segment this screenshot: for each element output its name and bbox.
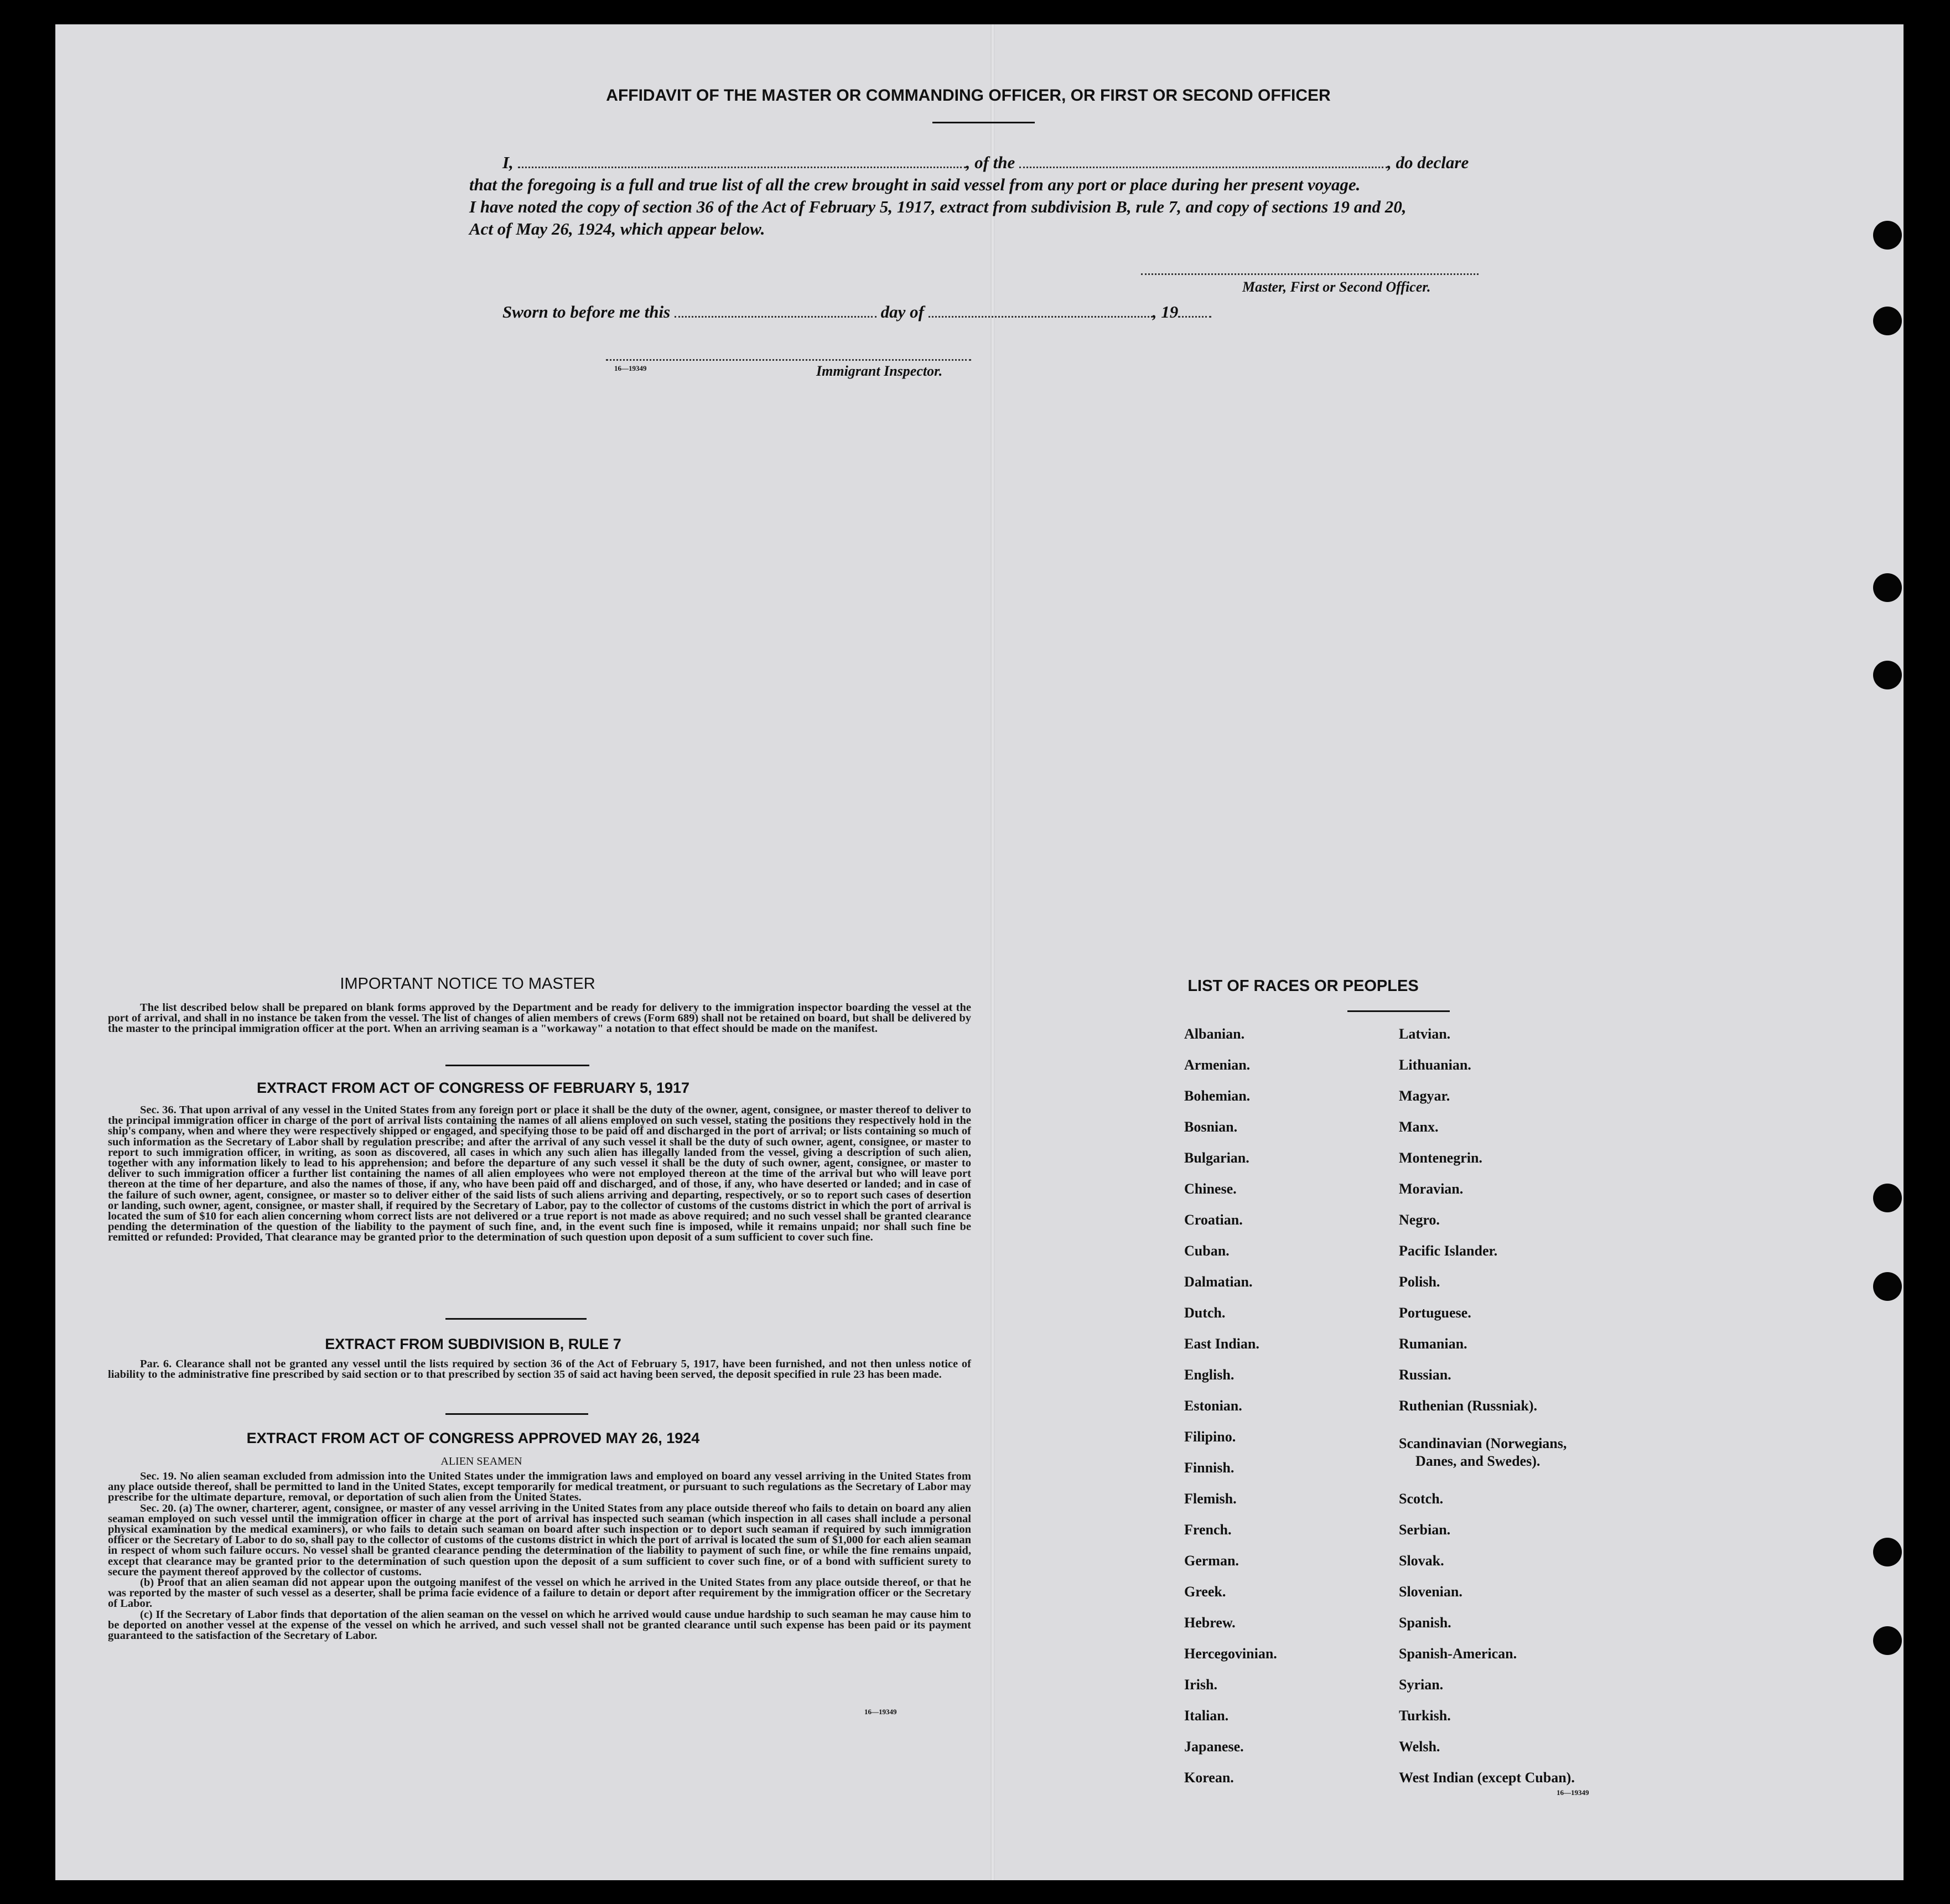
race-item: Serbian. (1399, 1522, 1451, 1538)
race-item: Turkish. (1399, 1708, 1451, 1724)
extract1917-title: EXTRACT FROM ACT OF CONGRESS OF FEBRUARY 5, 1917 (256, 1080, 690, 1096)
race-item: Bosnian. (1184, 1119, 1238, 1135)
race-item: Filipino. (1184, 1429, 1236, 1445)
sworn-year-blank[interactable] (1178, 315, 1211, 318)
extract1924-title: EXTRACT FROM ACT OF CONGRESS APPROVED MAY 26, 1924 (246, 1430, 700, 1446)
affidavit-of-the: , of the (966, 153, 1015, 172)
affidavit-line4: Act of May 26, 1924, which appear below. (469, 219, 765, 238)
extract1924-text (108, 1471, 971, 1641)
race-item: Italian. (1184, 1708, 1229, 1724)
race-item: East Indian. (1184, 1336, 1259, 1352)
affidavit-line1 (502, 153, 1554, 173)
extract1924-subtitle: ALIEN SEAMEN (440, 1455, 522, 1467)
race-item: Manx. (1399, 1119, 1439, 1135)
race-item: Slovenian. (1399, 1584, 1462, 1600)
vessel-blank[interactable] (1019, 165, 1387, 168)
notice-paragraph: The list described below shall be prepared on blank forms approved by the Department and be ready for delivery to the immigration inspector boarding the vessel at the port of arrival, and shall in no instance be taken from the vessel. The list of changes of alien members of crews (Form 689) shall not be retained on board, but shall be delivered by the master to the principal immigration officer at the port. When an arriving seaman is a "workaway" a notation to that effect should be made on the manifest. (108, 1002, 971, 1035)
affidavit-title: AFFIDAVIT OF THE MASTER OR COMMANDING OFFICER, OR FIRST OR SECOND OFFICER (606, 86, 1331, 105)
race-item: Spanish-American. (1399, 1646, 1517, 1662)
sec19-paragraph: Sec. 19. No alien seaman excluded from admission into the United States under the immigration laws and employed on board any vessel arriving in the United States from any place outside thereof, shall be permitted to land in the United States, except temporarily for medical treatment, or pursuant to such regulations as the Secretary of Labor may prescribe for the ultimate departure, removal, or deportation of such alien from the United States. (108, 1470, 971, 1504)
race-item: Estonian. (1184, 1398, 1242, 1414)
race-item: Magyar. (1399, 1088, 1450, 1104)
signature-blank[interactable] (1141, 273, 1479, 275)
inspector-label: Immigrant Inspector. (816, 363, 943, 379)
extract1917-paragraph: Sec. 36. That upon arrival of any vessel in the United States from any foreign port or place it shall be the duty of the owner, agent, consignee, or master thereof to deliver to the principal immigration officer in charge of the port of arrival lists containing the names of all aliens employed on such vessel, stating the positions they respectively hold in the ship's company, when and where they were respectively shipped or engaged, and specifying those to be paid off and discharged in the port of arrival; or lists containing so much of such information as the Secretary of Labor shall by regulation prescribe; and after the arrival of any such vessel it shall be the duty of such owner, agent, consignee, or master to report to such immigration officer, in writing, as soon as discovered, all cases in which any such alien has illegally landed from the vessel, giving a description of such alien, together with any information likely to lead to his apprehension; and before the departure of any such vessel it shall be the duty of such owner, agent, consignee, or master to deliver to such immigration officer a further list containing the names of all alien employees who were not employed thereon at the time of the arrival but who will leave port thereon at the time of her departure, and also the names of those, if any, who have been paid off and discharged, and of those, if any, who have deserted or landed; and in case of the failure of such owner, agent, consignee, or master so to deliver either of the said lists of such aliens arriving and departing, respectively, or so to report such cases of desertion or landing, such owner, agent, consignee, or master shall, if required by the Secretary of Labor, pay to the collector of customs of the customs district in which the port of arrival is located the sum of $10 for each alien concerning whom correct lists are not delivered or a true report is not made as above required; and no such vessel shall be granted clearance pending the determination of the question of the liability to the payment of such fine, and, in the event such fine is imposed, while it remains unpaid; nor shall such fine be remitted or refunded: Provided, That clearance may be granted prior to the determination of such question upon deposit of a sum sufficient to cover such fine. (108, 1104, 971, 1244)
race-item: Welsh. (1399, 1739, 1440, 1755)
race-item: Lithuanian. (1399, 1057, 1471, 1073)
punch-hole (1873, 221, 1902, 250)
sec20c-paragraph: (c) If the Secretary of Labor finds that deportation of the alien seaman on the vessel on which he arrived would cause undue hardship to such seaman he may cause him to be deported on another vessel at the expense of the vessel on which he arrived, and such vessel shall not be granted clearance until such expense has been paid or its payment guaranteed to the satisfaction of the Secretary of Labor. (108, 1608, 971, 1642)
sworn-label: Sworn to before me this (502, 302, 671, 321)
race-item: Hercegovinian. (1184, 1646, 1277, 1662)
sworn-day-blank[interactable] (675, 315, 877, 318)
punch-hole (1873, 1184, 1902, 1212)
race-item: Irish. (1184, 1677, 1217, 1693)
races-title: LIST OF RACES OR PEOPLES (1187, 977, 1419, 995)
race-item: Scotch. (1399, 1491, 1444, 1507)
punch-hole (1873, 307, 1902, 335)
race-item: Chinese. (1184, 1181, 1237, 1197)
inspector-blank[interactable] (606, 359, 971, 361)
punch-hole (1873, 661, 1902, 689)
form-number-right: 16—19349 (1557, 1788, 1589, 1797)
race-item: Polish. (1399, 1274, 1440, 1290)
race-item: German. (1184, 1553, 1239, 1569)
race-item: Cuban. (1184, 1243, 1230, 1259)
affidavit-i: I, (502, 153, 514, 172)
affidavit-title-rule (932, 122, 1035, 123)
race-item: Dalmatian. (1184, 1274, 1253, 1290)
race-item: West Indian (except Cuban). (1399, 1770, 1575, 1786)
subdivisionB-paragraph: Par. 6. Clearance shall not be granted any vessel until the lists required by section 36 of the Act of February 5, 1917, have been furnished, and not then unless notice of liability to the administrative fine prescribed by said section or to that prescribed by section 35 of said act having been served, the deposit specified in rule 23 has been made. (108, 1358, 971, 1381)
race-item: Japanese. (1184, 1739, 1244, 1755)
race-item: Korean. (1184, 1770, 1234, 1786)
extract1917-rule (445, 1318, 587, 1320)
race-item: Dutch. (1184, 1305, 1226, 1321)
race-item: Russian. (1399, 1367, 1451, 1383)
affidavit-line2: that the foregoing is a full and true list of all the crew brought in said vessel from any port or place during her present voyage. (469, 175, 1361, 194)
extract1917-text (108, 1105, 971, 1243)
affidavit-do-declare: , do declare (1387, 153, 1469, 172)
year-label: , 19 (1152, 302, 1179, 321)
punch-hole (1873, 1538, 1902, 1566)
race-item: Scandinavian (Norwegians, (1399, 1435, 1567, 1451)
race-item: Montenegrin. (1399, 1150, 1482, 1166)
race-item: Slovak. (1399, 1553, 1444, 1569)
document-page (55, 24, 1904, 1880)
races-title-rule (1347, 1010, 1450, 1012)
race-item: Flemish. (1184, 1491, 1237, 1507)
form-number-top: 16—19349 (614, 364, 647, 372)
name-blank[interactable] (518, 165, 966, 168)
race-item: Moravian. (1399, 1181, 1464, 1197)
punch-hole (1873, 1626, 1902, 1655)
race-item: Bulgarian. (1184, 1150, 1249, 1166)
notice-title: IMPORTANT NOTICE TO MASTER (340, 975, 595, 993)
signature-label: Master, First or Second Officer. (1242, 279, 1431, 295)
race-item: Negro. (1399, 1212, 1440, 1228)
sec20b-paragraph: (b) Proof that an alien seaman did not appear upon the outgoing manifest of the vessel on which he arrived in the United States from any place outside thereof, or that he was reported by the master of such vessel as a deserter, shall be prima facie evidence of a failure to detain or deport after requirement by the immigration officer or the Secretary of Labor. (108, 1576, 971, 1610)
notice-rule (445, 1065, 589, 1066)
race-item: English. (1184, 1367, 1235, 1383)
race-item: Ruthenian (Russniak). (1399, 1398, 1537, 1414)
day-of-label: day of (880, 302, 924, 321)
sworn-line (502, 302, 1211, 322)
punch-hole (1873, 573, 1902, 602)
sec20a-paragraph: Sec. 20. (a) The owner, charterer, agent, consignee, or master of any vessel arriving in the United States from any place outside thereof who fails to detain on board any alien seaman employed on such vessel until the immigration officer in charge at the port of arrival has inspected such seaman (which inspection in all cases shall include a personal physical examination by the medical examiners), or who fails to detain such seaman on board after such inspection or to deport such seaman if required by such immigration officer or the Secretary of Labor to do so, shall pay to the collector of customs of the customs district in which the port of arrival is located the sum of $1,000 for each alien seaman in respect of whom such failure occurs. No vessel shall be granted clearance pending the determination of the liability to payment of such fine, or while the fine remains unpaid, except that clearance may be granted prior to the determination of such question upon the deposit of a sum sufficient to cover such fine, or of a bond with sufficient surety to secure the payment thereof approved by the collector of customs. (108, 1502, 971, 1578)
race-item: Syrian. (1399, 1677, 1444, 1693)
race-item: Bohemian. (1184, 1088, 1251, 1104)
subdivisionB-title: EXTRACT FROM SUBDIVISION B, RULE 7 (325, 1336, 621, 1352)
form-number-left: 16—19349 (864, 1708, 897, 1716)
affidavit-line3: I have noted the copy of section 36 of the Act of February 5, 1917, extract from subdivision B, rule 7, and copy of sections 19 and 20, (469, 197, 1407, 216)
subdivisionB-rule (445, 1413, 588, 1415)
race-item: Hebrew. (1184, 1615, 1236, 1631)
race-item: Spanish. (1399, 1615, 1451, 1631)
race-item: Rumanian. (1399, 1336, 1467, 1352)
race-item: Finnish. (1184, 1460, 1235, 1476)
race-item: Portuguese. (1399, 1305, 1471, 1321)
race-item: Latvian. (1399, 1026, 1451, 1042)
race-item: Albanian. (1184, 1026, 1245, 1042)
subdivisionB-text (108, 1359, 971, 1380)
sworn-month-blank[interactable] (929, 315, 1153, 318)
notice-text (108, 1003, 971, 1035)
punch-hole (1873, 1272, 1902, 1301)
race-item: Pacific Islander. (1399, 1243, 1498, 1259)
race-item: Greek. (1184, 1584, 1226, 1600)
race-item: Armenian. (1184, 1057, 1251, 1073)
race-item: Croatian. (1184, 1212, 1243, 1228)
race-item: Danes, and Swedes). (1415, 1453, 1541, 1469)
race-item: French. (1184, 1522, 1232, 1538)
